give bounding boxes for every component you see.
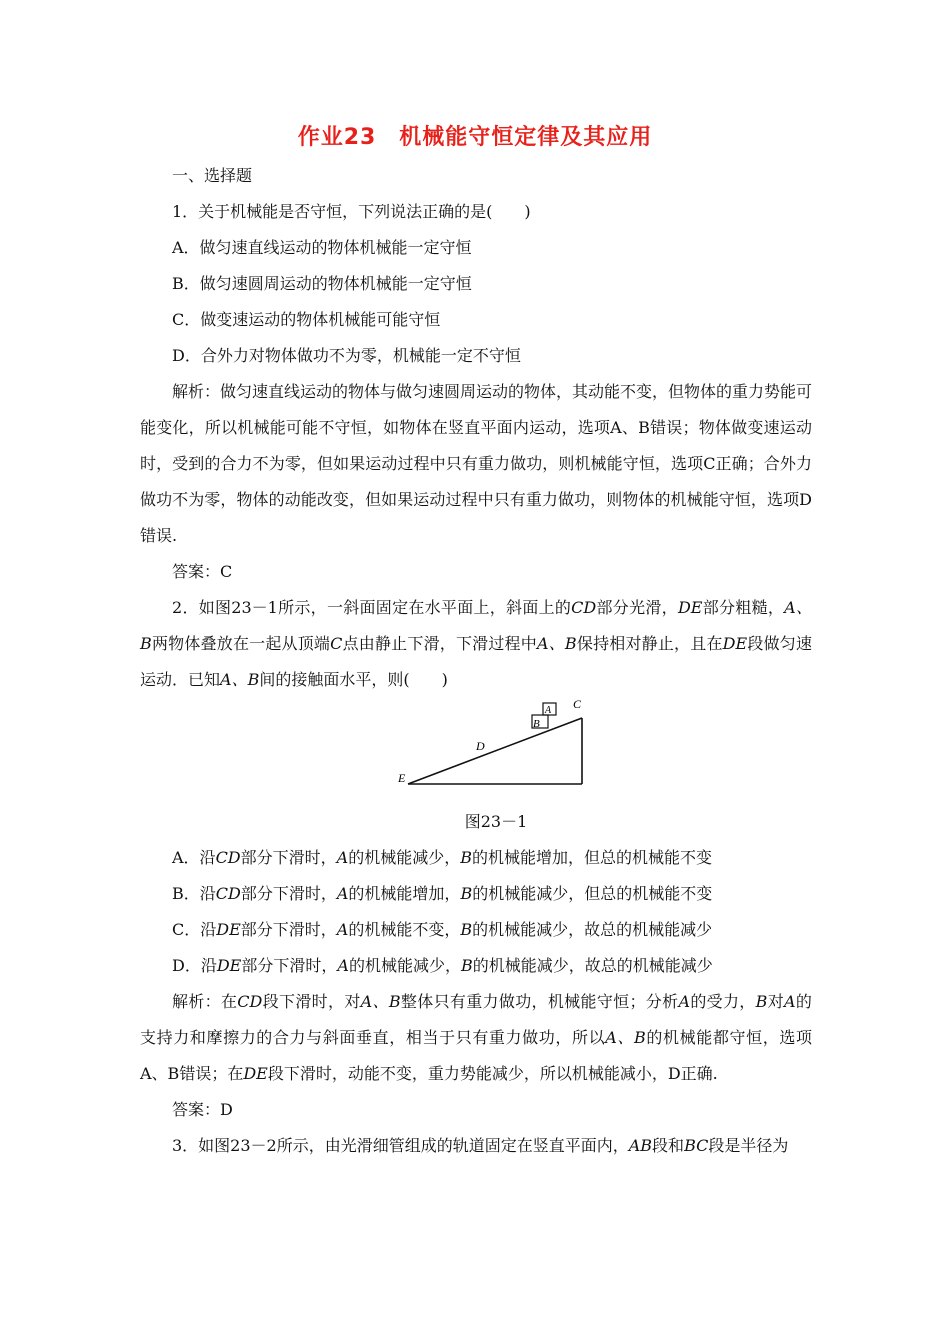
- question-1-option-a: A．做匀速直线运动的物体机械能一定守恒: [172, 238, 472, 257]
- question-2-analysis: 解析：在CD段下滑时，对A、B整体只有重力做功，机械能守恒；分析A的受力，B对A的支持力和摩擦力的合力与斜面垂直，相当于只有重力做功，所以A、B的机械能都守恒，选项A、B错误；在DE段下滑时，动能不变，重力势能减少，所以机械能减小，D正确.: [140, 992, 812, 1083]
- question-1-option-d: D．合外力对物体做功不为零，机械能一定不守恒: [172, 346, 521, 365]
- page-title: 作业23 机械能守恒定律及其应用: [297, 125, 653, 150]
- question-1-stem: 1．关于机械能是否守恒，下列说法正确的是( ): [172, 202, 531, 221]
- label-c: C: [573, 700, 582, 711]
- question-1-analysis: 解析：做匀速直线运动的物体与做匀速圆周运动的物体，其动能不变，但物体的重力势能可能变化，所以机械能可能不守恒，如物体在竖直平面内运动，选项A、B错误；物体做变速运动时，受到的合力不为零，但如果运动过程中只有重力做功，则机械能守恒，选项C正确；合外力做功不为零，物体的动能改变，但如果运动过程中只有重力做功，则物体的机械能守恒，选项D错误.: [140, 382, 813, 545]
- label-a: A: [545, 705, 552, 716]
- section-heading: 一、选择题: [172, 166, 253, 185]
- document-body: [140, 158, 812, 1164]
- label-d: D: [476, 739, 485, 753]
- label-e: E: [398, 771, 406, 785]
- question-2-option-c: C．沿DE部分下滑时，A的机械能不变，B的机械能减少，故总的机械能减少: [172, 920, 713, 939]
- question-3-stem: 3．如图23－2所示，由光滑细管组成的轨道固定在竖直平面内，AB段和BC段是半径为: [172, 1136, 789, 1155]
- label-b: B: [533, 718, 540, 730]
- question-1-option-c: C．做变速运动的物体机械能可能守恒: [172, 310, 441, 329]
- incline-slope-line: [408, 718, 582, 784]
- question-2-option-b: B．沿CD部分下滑时，A的机械能增加，B的机械能减少，但总的机械能不变: [172, 884, 713, 903]
- question-2-option-d: D．沿DE部分下滑时，A的机械能减少，B的机械能减少，故总的机械能减少: [172, 956, 713, 975]
- figure-caption: 图23－1: [464, 812, 528, 831]
- question-1-option-b: B．做匀速圆周运动的物体机械能一定守恒: [172, 274, 472, 293]
- question-2-option-a: A．沿CD部分下滑时，A的机械能减少，B的机械能增加，但总的机械能不变: [172, 848, 713, 867]
- figure-23-1: [140, 698, 812, 804]
- incline-diagram: [392, 700, 592, 804]
- question-2-answer: 答案：D: [172, 1100, 233, 1119]
- question-2-stem: 2．如图23－1所示，一斜面固定在水平面上，斜面上的CD部分光滑，DE部分粗糙，A、B两物体叠放在一起从顶端C点由静止下滑，下滑过程中A、B保持相对静止，且在DE段做匀速运动．已知A、B间的接触面水平，则( ): [140, 598, 812, 689]
- question-1-answer: 答案：C: [172, 562, 233, 581]
